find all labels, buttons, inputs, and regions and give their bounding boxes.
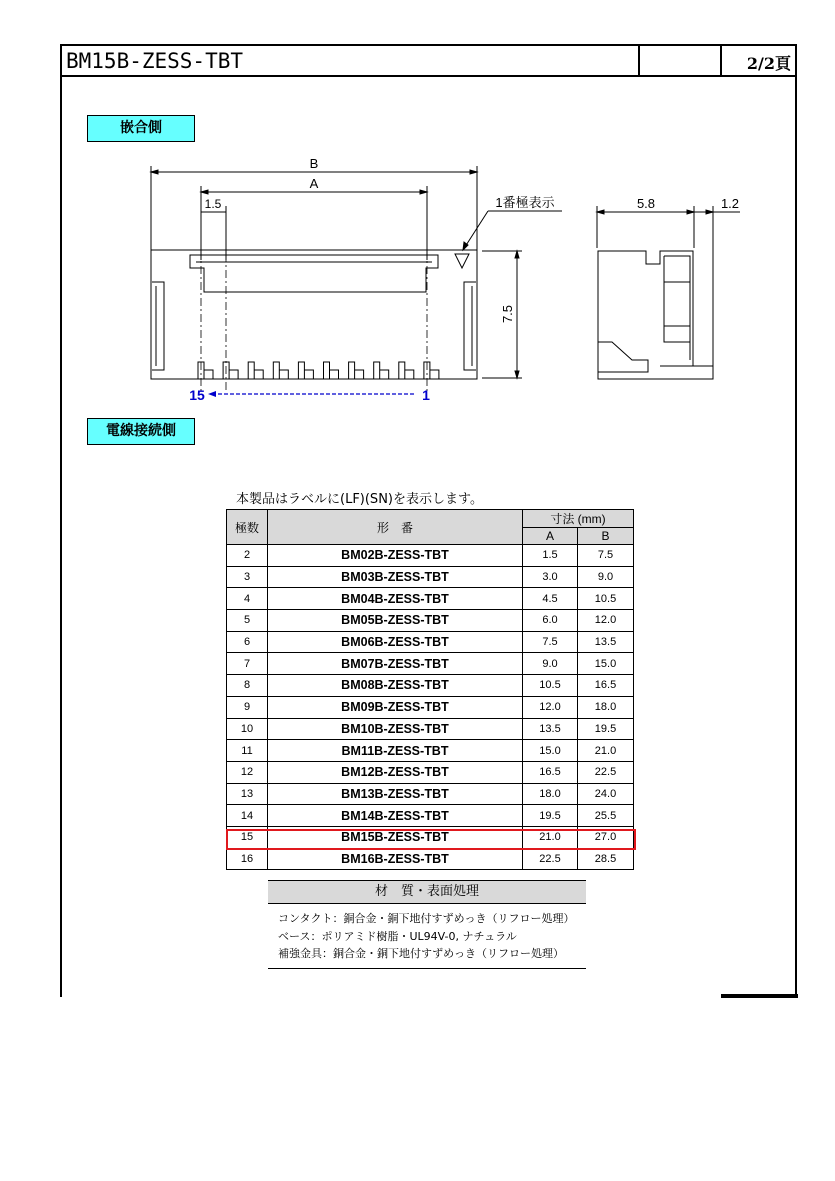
dim-height-label: 7.5 <box>500 304 515 324</box>
cell-model: BM11B-ZESS-TBT <box>268 740 523 762</box>
cell-a: 13.5 <box>523 718 578 740</box>
cell-b: 7.5 <box>578 545 634 567</box>
cell-model: BM13B-ZESS-TBT <box>268 783 523 805</box>
cell-b: 21.0 <box>578 740 634 762</box>
table-row <box>227 566 634 588</box>
cell-poles: 8 <box>227 675 268 697</box>
pin-tab <box>273 362 288 379</box>
pin-tab <box>223 362 238 379</box>
side-thick-label: 1.2 <box>720 196 740 211</box>
cell-a: 1.5 <box>523 545 578 567</box>
cell-b: 9.0 <box>578 566 634 588</box>
cell-model: BM12B-ZESS-TBT <box>268 761 523 783</box>
cell-model: BM14B-ZESS-TBT <box>268 805 523 827</box>
table-row <box>227 588 634 610</box>
cell-a: 7.5 <box>523 631 578 653</box>
cell-b: 22.5 <box>578 761 634 783</box>
cell-a: 19.5 <box>523 805 578 827</box>
cell-poles: 14 <box>227 805 268 827</box>
pin-tab <box>324 362 339 379</box>
dim-b-label: B <box>309 156 319 171</box>
dim-pitch-label: 1.5 <box>204 197 222 211</box>
cell-a: 22.5 <box>523 848 578 870</box>
table-row <box>227 610 634 632</box>
cell-poles: 9 <box>227 696 268 718</box>
page-number: 2/2頁 <box>746 54 791 73</box>
cell-a: 6.0 <box>523 610 578 632</box>
cell-poles: 4 <box>227 588 268 610</box>
cell-a: 3.0 <box>523 566 578 588</box>
col-header-poles: 極数 <box>227 510 268 545</box>
cell-poles: 2 <box>227 545 268 567</box>
col-header-model: 形 番 <box>268 510 523 545</box>
cell-b: 28.5 <box>578 848 634 870</box>
bottom-rule <box>721 994 798 998</box>
cell-poles: 10 <box>227 718 268 740</box>
pin-tab <box>198 362 213 379</box>
col-header-a: A <box>523 528 578 545</box>
cell-b: 16.5 <box>578 675 634 697</box>
material-line: コンタクト：銅合金・銅下地付すずめっき（リフロー処理） <box>278 912 575 925</box>
cell-model: BM03B-ZESS-TBT <box>268 566 523 588</box>
cell-poles: 16 <box>227 848 268 870</box>
table-row <box>227 696 634 718</box>
cell-b: 13.5 <box>578 631 634 653</box>
table-row <box>227 761 634 783</box>
cell-poles: 3 <box>227 566 268 588</box>
cell-model: BM10B-ZESS-TBT <box>268 718 523 740</box>
cell-b: 12.0 <box>578 610 634 632</box>
table-row <box>227 740 634 762</box>
cell-a: 15.0 <box>523 740 578 762</box>
cell-model: BM02B-ZESS-TBT <box>268 545 523 567</box>
material-line: ベース：ポリアミド樹脂・UL94V-0, ナチュラル <box>278 929 517 943</box>
pin-tab <box>424 362 439 379</box>
cell-a: 18.0 <box>523 783 578 805</box>
cell-b: 25.5 <box>578 805 634 827</box>
table-row <box>227 848 634 870</box>
cell-poles: 7 <box>227 653 268 675</box>
col-header-dims: 寸法 (mm) <box>523 510 634 528</box>
material-line: 補強金具：銅合金・銅下地付すずめっき（リフロー処理） <box>278 947 564 960</box>
col-header-b: B <box>578 528 634 545</box>
cell-a: 16.5 <box>523 761 578 783</box>
cell-poles: 12 <box>227 761 268 783</box>
cell-a: 21.0 <box>523 826 578 848</box>
cell-a: 4.5 <box>523 588 578 610</box>
material-box <box>268 880 586 969</box>
side-depth-label: 5.8 <box>636 196 656 211</box>
cell-poles: 15 <box>227 826 268 848</box>
cell-model: BM16B-ZESS-TBT <box>268 848 523 870</box>
pin-tab <box>349 362 364 379</box>
cell-model: BM07B-ZESS-TBT <box>268 653 523 675</box>
cell-poles: 5 <box>227 610 268 632</box>
table-row <box>227 653 634 675</box>
pin-tab <box>374 362 389 379</box>
document-title: BM15B-ZESS-TBT <box>66 49 244 73</box>
connector-drawing <box>0 0 835 470</box>
cell-model: BM04B-ZESS-TBT <box>268 588 523 610</box>
section-badge-mating: 嵌合側 <box>87 115 195 142</box>
cell-b: 19.5 <box>578 718 634 740</box>
pin-last-label: 15 <box>189 387 205 403</box>
cell-a: 9.0 <box>523 653 578 675</box>
table-row <box>227 783 634 805</box>
pin1-indicator-label: 1番極表示 <box>495 195 555 210</box>
table-row <box>227 545 634 567</box>
cell-b: 18.0 <box>578 696 634 718</box>
cell-a: 12.0 <box>523 696 578 718</box>
cell-b: 10.5 <box>578 588 634 610</box>
pin-tab <box>248 362 263 379</box>
cell-poles: 6 <box>227 631 268 653</box>
cell-model: BM15B-ZESS-TBT <box>268 826 523 848</box>
cell-b: 15.0 <box>578 653 634 675</box>
cell-model: BM06B-ZESS-TBT <box>268 631 523 653</box>
table-row <box>227 805 634 827</box>
table-row <box>227 826 634 848</box>
cell-b: 27.0 <box>578 826 634 848</box>
pin-first-label: 1 <box>422 387 430 403</box>
pin-tab <box>399 362 414 379</box>
label-note: 本製品はラベルに(LF)(SN)を表示します。 <box>236 492 483 507</box>
section-badge-wire: 電線接続側 <box>87 418 195 445</box>
cell-a: 10.5 <box>523 675 578 697</box>
material-rule <box>268 968 586 969</box>
cell-poles: 11 <box>227 740 268 762</box>
material-title: 材 質・表面処理 <box>268 880 586 904</box>
table-row <box>227 675 634 697</box>
cell-model: BM05B-ZESS-TBT <box>268 610 523 632</box>
pin-tab <box>298 362 313 379</box>
cell-b: 24.0 <box>578 783 634 805</box>
cell-model: BM08B-ZESS-TBT <box>268 675 523 697</box>
table-row <box>227 631 634 653</box>
dimension-table <box>226 509 634 870</box>
table-row <box>227 718 634 740</box>
cell-poles: 13 <box>227 783 268 805</box>
cell-model: BM09B-ZESS-TBT <box>268 696 523 718</box>
dim-a-label: A <box>309 176 319 191</box>
